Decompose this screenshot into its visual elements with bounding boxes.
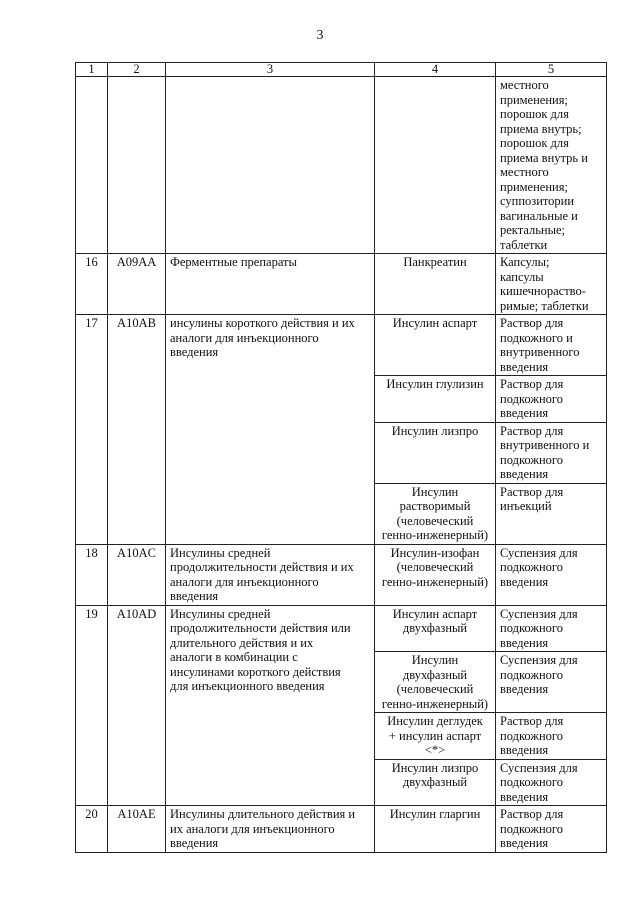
cell-line: Инсулин деглудек — [387, 714, 483, 728]
cell-line: внутривенного — [500, 345, 580, 359]
cell-number — [76, 544, 108, 605]
drug-table — [75, 62, 607, 853]
cell-line: Раствор для — [500, 377, 564, 391]
cell-line: двухфазный — [402, 667, 468, 682]
cell-line: введения — [500, 682, 549, 696]
cell-line: Инсулин — [411, 653, 459, 667]
cell-group-name — [166, 77, 375, 254]
cell-dosage-form — [496, 652, 607, 713]
cell-dosage-form — [496, 544, 607, 605]
cell-line: Инсулин — [411, 484, 459, 499]
cell-line: двухфазный — [402, 621, 468, 635]
cell-line: аналоги в комбинации с — [170, 650, 298, 664]
cell-number — [76, 806, 108, 853]
cell-line: введения — [500, 359, 549, 374]
header-col-5: 5 — [496, 63, 607, 77]
cell-line: подкожного — [500, 452, 563, 467]
cell-line: введения — [500, 574, 549, 589]
header-col-1: 1 — [76, 63, 108, 77]
cell-line: аналоги для инъекционного — [170, 330, 319, 345]
cell-dosage-form — [496, 605, 607, 652]
cell-dosage-form — [496, 483, 607, 544]
cell-line: Суспензия для — [500, 653, 578, 667]
cell-line: ректальные; — [500, 223, 566, 237]
cell-dosage-form — [496, 759, 607, 806]
cell-line: A10AE — [117, 807, 156, 821]
cell-line: подкожного — [500, 621, 563, 635]
cell-line: + инсулин аспарт — [388, 728, 482, 743]
cell-atc-code — [108, 806, 166, 853]
cell-atc-code — [108, 254, 166, 315]
cell-line: (человеческий — [396, 682, 474, 696]
cell-line: местного — [500, 165, 549, 179]
cell-number — [76, 315, 108, 545]
cell-dosage-form — [496, 713, 607, 760]
cell-line: Панкреатин — [403, 255, 467, 269]
cell-line: вагинальные и — [500, 208, 578, 223]
cell-drug-name — [375, 376, 496, 423]
cell-line: генно-инженерный) — [381, 574, 489, 589]
cell-group-name — [166, 605, 375, 806]
cell-line: местного — [500, 78, 549, 92]
cell-dosage-form — [496, 315, 607, 376]
cell-line: порошок для — [500, 136, 569, 150]
cell-line: введения — [500, 743, 549, 757]
cell-line: 18 — [85, 545, 98, 560]
table-row — [76, 544, 607, 605]
continuation-row — [76, 77, 607, 254]
cell-line: инсулины короткого действия и их — [170, 316, 355, 330]
cell-number — [76, 605, 108, 806]
cell-line: приема внутрь; — [500, 121, 582, 136]
cell-line: 20 — [85, 807, 98, 821]
cell-line: Суспензия для — [500, 606, 578, 621]
cell-line: подкожного — [500, 775, 563, 789]
cell-line: введения — [170, 836, 219, 850]
cell-line: введения — [500, 836, 549, 850]
cell-line: 19 — [85, 606, 98, 621]
cell-line: Инсулин-изофан — [390, 545, 480, 560]
cell-line: 17 — [85, 316, 98, 330]
cell-drug-name — [375, 713, 496, 760]
cell-line: их аналоги для инъекционного — [170, 821, 335, 836]
cell-line: Ферментные препараты — [170, 255, 297, 269]
cell-line: <*> — [424, 743, 446, 757]
cell-line: Раствор для — [500, 423, 564, 438]
cell-dosage-form — [496, 422, 607, 483]
cell-line: генно-инженерный) — [381, 696, 489, 711]
cell-line: Инсулин лизпро — [391, 760, 479, 775]
cell-group-name — [166, 544, 375, 605]
cell-line: Инсулин аспарт — [392, 606, 478, 621]
cell-line: суппозитории — [500, 194, 575, 208]
cell-drug-name — [375, 422, 496, 483]
cell-line: A09AA — [116, 255, 157, 269]
cell-line: римые; таблетки — [500, 298, 589, 313]
cell-group-name — [166, 254, 375, 315]
cell-dosage-form — [496, 77, 607, 254]
cell-line: подкожного — [500, 560, 563, 574]
cell-line: введения — [500, 406, 549, 420]
cell-dosage-form — [496, 806, 607, 853]
cell-line: Раствор для — [500, 484, 564, 499]
cell-line: Инсулин глулизин — [386, 377, 484, 391]
cell-line: введения — [170, 589, 219, 603]
cell-atc-code — [108, 315, 166, 545]
page-number: 3 — [316, 28, 324, 43]
header-row — [76, 63, 607, 77]
cell-line: продолжительности действия или — [170, 621, 351, 635]
cell-line: Инсулины средней — [170, 545, 271, 560]
cell-line: 16 — [85, 255, 98, 269]
cell-line: Инсулины средней — [170, 606, 271, 621]
cell-line: (человеческий — [396, 560, 474, 574]
cell-line: продолжительности действия и их — [170, 560, 354, 574]
cell-line: Инсулин гларгин — [389, 807, 481, 821]
cell-drug-name — [375, 544, 496, 605]
cell-line: подкожного — [500, 821, 563, 836]
cell-line: Инсулин лизпро — [391, 423, 479, 438]
cell-drug-name — [375, 483, 496, 544]
cell-line: введения — [500, 467, 549, 481]
cell-line: приема внутрь и — [500, 150, 588, 165]
cell-line: введения — [500, 635, 549, 650]
cell-group-name — [166, 806, 375, 853]
cell-line: инъекций — [500, 499, 552, 513]
cell-line: подкожного — [500, 391, 563, 406]
cell-line: Раствор для — [500, 714, 564, 728]
cell-drug-name — [375, 77, 496, 254]
cell-line: подкожного и — [500, 330, 573, 345]
header-col-3: 3 — [166, 63, 375, 77]
cell-line: (человеческий — [396, 513, 474, 528]
cell-line: Суспензия для — [500, 760, 578, 775]
cell-drug-name — [375, 759, 496, 806]
cell-line: Раствор для — [500, 316, 564, 330]
table-row — [76, 605, 607, 652]
cell-line: A10AC — [117, 545, 156, 560]
cell-line: кишечнораство- — [500, 284, 586, 298]
cell-number — [76, 77, 108, 254]
cell-line: для инъекционного введения — [170, 679, 325, 693]
cell-line: капсулы — [500, 269, 544, 284]
cell-drug-name — [375, 315, 496, 376]
cell-group-name — [166, 315, 375, 545]
cell-line: порошок для — [500, 107, 569, 121]
cell-line: введения — [500, 789, 549, 804]
cell-line: Раствор для — [500, 807, 564, 821]
cell-line: A10AD — [116, 606, 157, 621]
cell-drug-name — [375, 605, 496, 652]
cell-line: применения; — [500, 92, 568, 107]
cell-line: A10AB — [117, 316, 156, 330]
cell-drug-name — [375, 254, 496, 315]
cell-atc-code — [108, 605, 166, 806]
cell-line: длительного действия и их — [170, 635, 314, 650]
cell-line: Суспензия для — [500, 545, 578, 560]
cell-drug-name — [375, 806, 496, 853]
cell-line: таблетки — [500, 237, 548, 252]
cell-number — [76, 254, 108, 315]
cell-line: Капсулы; — [500, 255, 550, 269]
table-row — [76, 315, 607, 376]
cell-atc-code — [108, 544, 166, 605]
cell-line: введения — [170, 345, 219, 359]
cell-line: инсулинами короткого действия — [170, 664, 341, 679]
header-col-2: 2 — [108, 63, 166, 77]
cell-line: двухфазный — [402, 775, 468, 789]
cell-line: генно-инженерный) — [381, 528, 489, 542]
cell-line: растворимый — [399, 499, 471, 513]
cell-line: подкожного — [500, 667, 563, 682]
cell-line: Инсулин аспарт — [392, 316, 478, 330]
cell-dosage-form — [496, 376, 607, 423]
cell-line: внутривенного и — [500, 438, 590, 452]
cell-dosage-form — [496, 254, 607, 315]
cell-line: применения; — [500, 179, 568, 194]
cell-atc-code — [108, 77, 166, 254]
cell-line: подкожного — [500, 728, 563, 743]
cell-drug-name — [375, 652, 496, 713]
cell-line: Инсулины длительного действия и — [170, 807, 356, 821]
header-col-4: 4 — [375, 63, 496, 77]
table-row — [76, 806, 607, 853]
table-row — [76, 254, 607, 315]
cell-line: аналоги для инъекционного — [170, 574, 319, 589]
